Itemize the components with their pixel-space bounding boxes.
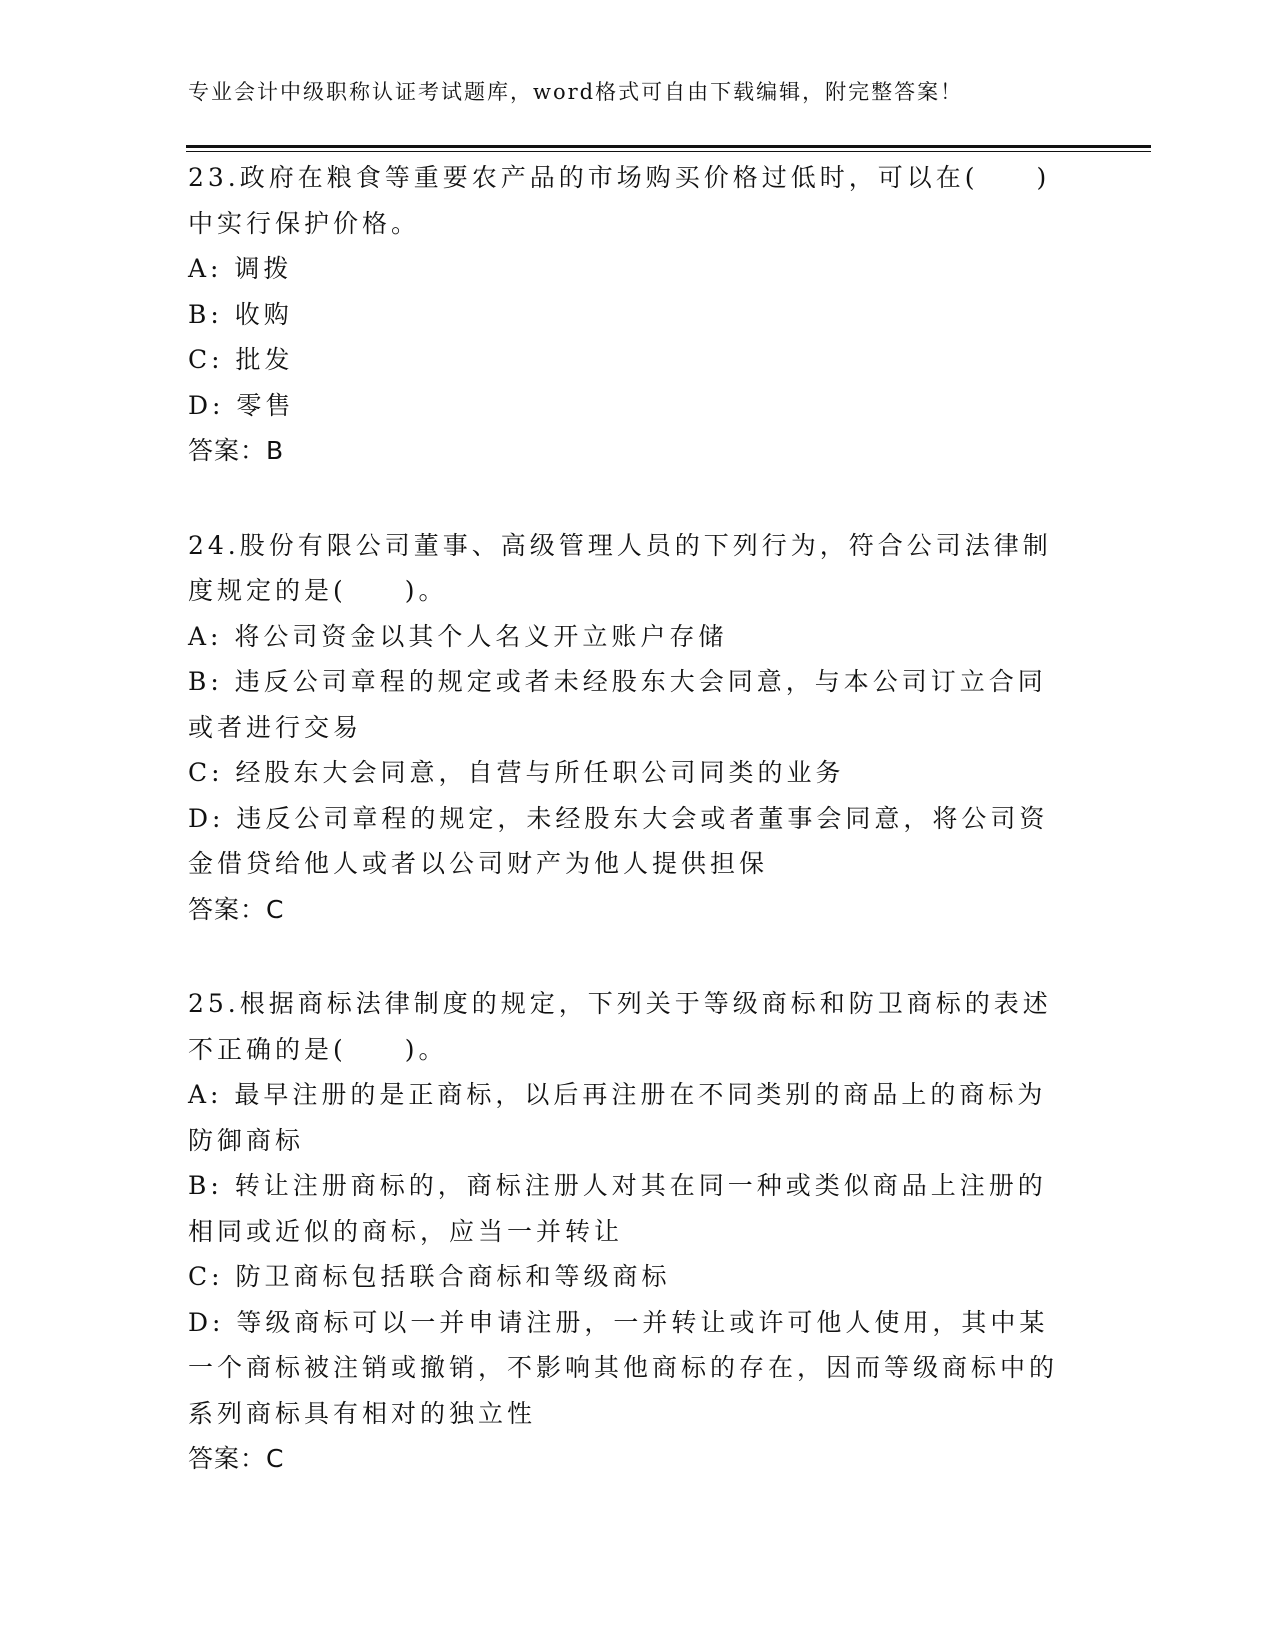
option-c: C: 批发 — [188, 345, 294, 374]
page-header: 专业会计中级职称认证考试题库，word格式可自由下载编辑，附完整答案！ — [188, 80, 964, 104]
option-a: A: 将公司资金以其个人名义开立账户存储 — [188, 621, 728, 651]
header-rule-thick — [186, 145, 1151, 148]
header-rule-thin — [186, 151, 1151, 152]
answer: 答案：C — [188, 894, 285, 924]
question-25 — [188, 981, 1068, 1482]
answer: 答案：B — [188, 436, 285, 465]
option-a: A: 最早注册的是正商标，以后再注册在不同类别的商品上的商标为防御商标 — [188, 1080, 1047, 1155]
question-24 — [188, 523, 1068, 933]
question-stem: 23.政府在粮食等重要农产品的市场购买价格过低时，可以在( )中实行保护价格。 — [188, 163, 1051, 238]
question-list — [188, 155, 1068, 1531]
question-23 — [188, 155, 1068, 474]
option-c: C: 防卫商标包括联合商标和等级商标 — [188, 1262, 671, 1291]
option-a: A: 调拨 — [188, 254, 293, 283]
answer: 答案：C — [188, 1444, 285, 1473]
option-c: C: 经股东大会同意，自营与所任职公司同类的业务 — [188, 758, 845, 787]
option-b: B: 收购 — [188, 299, 293, 329]
option-d: D: 等级商标可以一并申请注册，一并转让或许可他人使用，其中某一个商标被注销或撤销，不影响其他商标的存在，因而等级商标中的系列商标具有相对的独立性 — [188, 1307, 1059, 1428]
option-b: B: 转让注册商标的，商标注册人对其在同一种或类似商品上注册的相同或近似的商标，应当一并转让 — [188, 1171, 1047, 1246]
option-b: B: 违反公司章程的规定或者未经股东大会同意，与本公司订立合同或者进行交易 — [188, 667, 1047, 742]
option-d: D: 违反公司章程的规定，未经股东大会或者董事会同意，将公司资金借贷给他人或者以公司财产为他人提供担保 — [188, 803, 1049, 878]
option-d: D: 零售 — [188, 390, 295, 420]
question-stem: 25.根据商标法律制度的规定，下列关于等级商标和防卫商标的表述不正确的是( )。 — [188, 989, 1052, 1064]
question-stem: 24.股份有限公司董事、高级管理人员的下列行为，符合公司法律制度规定的是( )。 — [188, 530, 1052, 605]
